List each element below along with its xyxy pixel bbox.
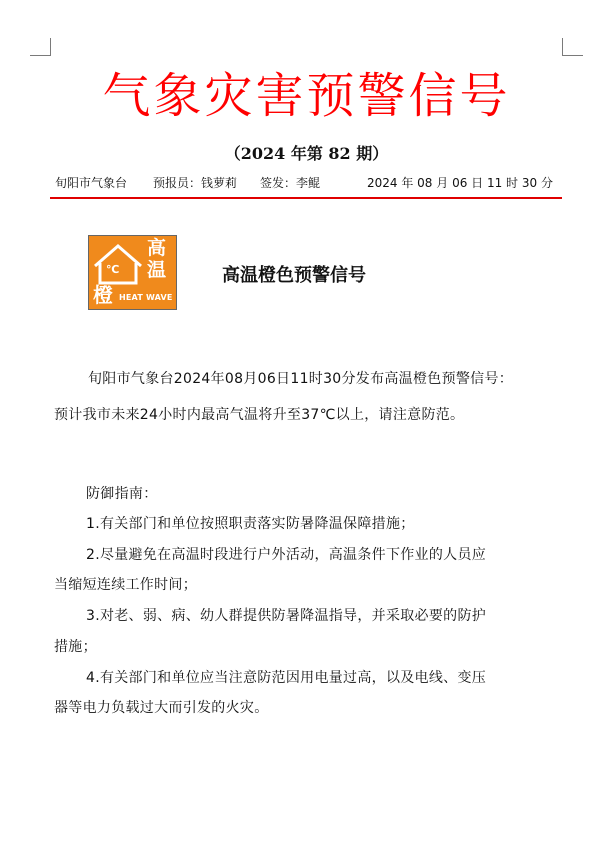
crop-mark-top-left-v — [50, 38, 51, 56]
signal-type-char-2: 温 — [147, 259, 167, 281]
guide-item-4-line-1: 4.有关部门和单位应当注意防范因用电量过高，以及电线、变压 — [86, 670, 487, 686]
signal-heading: 高温橙色预警信号 — [222, 265, 366, 286]
issue-number: （2024 年第 82 期） — [224, 144, 389, 163]
crop-mark-top-right-v — [562, 38, 563, 56]
heat-wave-orange-icon — [88, 235, 177, 310]
guide-item-3-line-2: 措施； — [54, 639, 97, 655]
announcement-line-2: 预计我市未来24小时内最高气温将升至37℃以上，请注意防范。 — [54, 407, 465, 423]
guide-item-1: 1.有关部门和单位按照职责落实防暑降温保障措施； — [86, 516, 415, 532]
document-title: 气象灾害预警信号 — [102, 68, 511, 124]
signal-english-label: HEAT WAVE — [119, 293, 173, 302]
issue-datetime: 2024 年 08 月 06 日 11 时 30 分 — [367, 176, 553, 190]
guide-item-4-line-2: 器等电力负载过大而引发的火灾。 — [54, 700, 269, 716]
forecaster: 预报员：钱萝莉 — [153, 176, 238, 190]
guide-item-2-line-2: 当缩短连续工作时间； — [54, 577, 197, 593]
signer: 签发：李鲲 — [260, 176, 321, 190]
header-red-rule — [50, 197, 562, 199]
announcement-line-1: 旬阳市气象台2024年08月06日11时30分发布高温橙色预警信号： — [88, 371, 514, 387]
signal-unit: ℃ — [106, 263, 120, 276]
guide-item-3-line-1: 3.对老、弱、病、幼人群提供防暑降温指导，并采取必要的防护 — [86, 608, 487, 624]
guide-item-2-line-1: 2.尽量避免在高温时段进行户外活动，高温条件下作业的人员应 — [86, 547, 487, 563]
station-name: 旬阳市气象台 — [55, 176, 128, 190]
signal-type-char-1: 高 — [147, 237, 167, 259]
signal-level-char: 橙 — [93, 283, 113, 307]
guide-title: 防御指南： — [86, 486, 158, 502]
crop-mark-top-right-h — [562, 55, 583, 56]
crop-mark-top-left-h — [30, 55, 51, 56]
